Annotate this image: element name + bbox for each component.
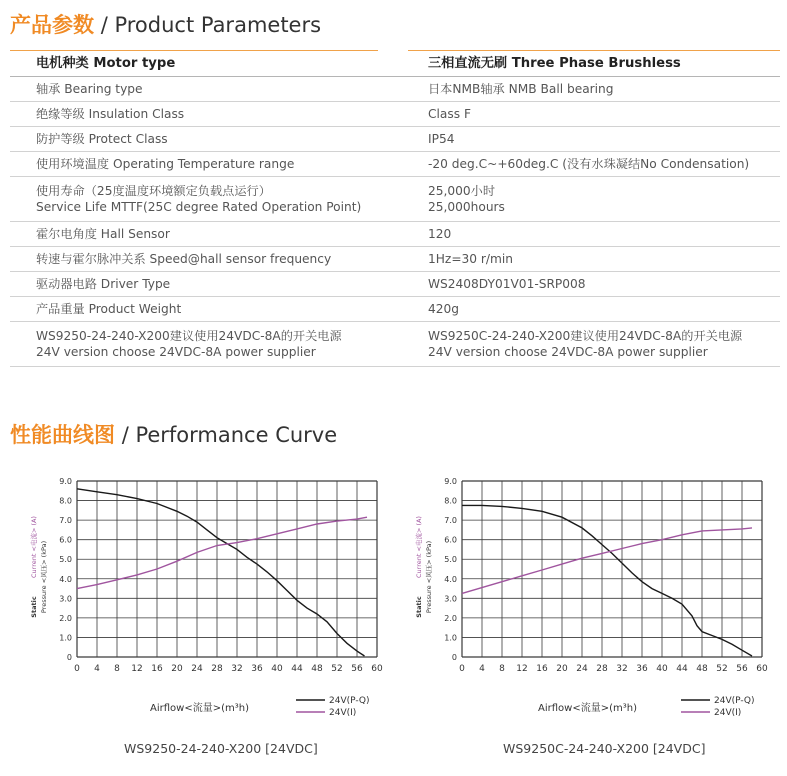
y-tick-label: 8.0 xyxy=(444,496,457,506)
params-title-cn: 产品参数 xyxy=(10,13,94,37)
x-tick-label: 20 xyxy=(171,664,183,674)
chart-caption-ws9250c: WS9250C-24-240-X200 [24VDC] xyxy=(503,741,706,756)
x-tick-label: 32 xyxy=(231,664,243,674)
table-row xyxy=(10,152,780,177)
y-tick-label: 5.0 xyxy=(444,555,457,565)
y-tick-label: 9.0 xyxy=(444,477,457,486)
x-tick-label: 0 xyxy=(459,664,465,674)
curve-section-title xyxy=(10,422,337,448)
x-tick-label: 48 xyxy=(311,664,323,674)
x-tick-label: 16 xyxy=(536,664,548,674)
param-value-line: 24V version choose 24VDC-8A power supplier xyxy=(428,345,708,359)
x-tick-label: 12 xyxy=(131,664,143,674)
param-name-line: 24V version choose 24VDC-8A power supplier xyxy=(36,345,316,359)
param-name-line: 使用寿命（25度温度环境额定负载点运行） xyxy=(36,184,271,198)
param-value-line: 420g xyxy=(428,302,459,316)
param-value-line: Class F xyxy=(428,107,471,121)
chart-caption-ws9250: WS9250-24-240-X200 [24VDC] xyxy=(124,741,318,756)
param-value-cell xyxy=(404,272,780,297)
x-tick-label: 12 xyxy=(516,664,528,674)
y-tick-label: 2.0 xyxy=(59,613,72,623)
param-name-cell xyxy=(10,222,404,247)
param-value-line: IP54 xyxy=(428,132,455,146)
param-name-line: 霍尔电角度 Hall Sensor xyxy=(36,227,170,241)
param-name-line: 产品重量 Product Weight xyxy=(36,302,182,316)
y-tick-label: 5.0 xyxy=(59,555,72,565)
x-tick-label: 60 xyxy=(371,664,383,674)
y-tick-label: 0 xyxy=(66,653,72,662)
param-name-cell xyxy=(10,272,404,297)
param-value-line: -20 deg.C~+60deg.C (没有水珠凝结No Condensation) xyxy=(428,157,750,171)
y-tick-label: 7.0 xyxy=(444,516,457,526)
legend-label: 24V(P-Q) xyxy=(714,696,755,706)
x-tick-label: 16 xyxy=(151,664,163,674)
param-name-cell xyxy=(10,102,404,127)
table-row xyxy=(10,272,780,297)
param-name-line: 绝缘等级 Insulation Class xyxy=(36,107,185,121)
x-tick-label: 48 xyxy=(696,664,708,674)
x-tick-label: 24 xyxy=(191,664,203,674)
param-name-cell xyxy=(10,297,404,322)
params-section-title xyxy=(10,12,321,38)
param-value-cell xyxy=(404,322,780,367)
table-row xyxy=(10,102,780,127)
params-table-body xyxy=(10,51,780,367)
x-axis-label: Airflow<流量>(m³h) xyxy=(538,703,637,714)
param-value-line: WS2408DY01V01-SRP008 xyxy=(428,277,586,291)
param-value-line: 1Hz=30 r/min xyxy=(428,252,514,266)
curve-title-cn: 性能曲线图 xyxy=(10,423,115,447)
x-tick-label: 52 xyxy=(331,664,343,674)
param-name-line: 驱动器电路 Driver Type xyxy=(36,277,171,291)
table-row xyxy=(10,222,780,247)
table-row xyxy=(10,297,780,322)
x-tick-label: 40 xyxy=(656,664,668,674)
performance-chart-ws9250 xyxy=(20,470,390,732)
y-tick-label: 0 xyxy=(451,653,457,662)
param-value-line: 25,000小时 xyxy=(428,184,496,198)
x-tick-label: 8 xyxy=(114,664,120,674)
param-name-line: 转速与霍尔脉冲关系 Speed@hall sensor frequency xyxy=(36,252,332,266)
param-name-line: 防护等级 Protect Class xyxy=(36,132,168,146)
x-axis-label: Airflow<流量>(m³h) xyxy=(150,703,249,714)
y-tick-label: 1.0 xyxy=(444,633,457,643)
param-name-line: Service Life MTTF(25C degree Rated Operation Point) xyxy=(36,200,362,214)
series-line-pq xyxy=(77,489,365,656)
x-tick-label: 0 xyxy=(74,664,80,674)
x-tick-label: 28 xyxy=(596,664,608,674)
x-tick-label: 56 xyxy=(351,664,363,674)
table-header-row xyxy=(10,51,780,77)
x-tick-label: 4 xyxy=(479,664,485,674)
param-value-cell xyxy=(404,297,780,322)
y-tick-label: 6.0 xyxy=(59,535,72,545)
table-row xyxy=(10,322,780,367)
param-name-cell xyxy=(10,247,404,272)
y-axis-label-pressure: Pressure <风压> (kPa) xyxy=(425,540,433,614)
y-tick-label: 8.0 xyxy=(59,496,72,506)
param-value-line: WS9250C-24-240-X200建议使用24VDC-8A的开关电源 xyxy=(428,329,743,343)
param-name-line: 使用环境温度 Operating Temperature range xyxy=(36,157,295,171)
x-tick-label: 44 xyxy=(676,664,688,674)
params-title-en: / Product Parameters xyxy=(100,13,322,37)
y-tick-label: 7.0 xyxy=(59,516,72,526)
param-value-cell xyxy=(404,152,780,177)
performance-chart-ws9250c xyxy=(405,470,775,732)
param-value-cell xyxy=(404,222,780,247)
param-value-cell xyxy=(404,102,780,127)
header-motor-value: 三相直流无刷 Three Phase Brushless xyxy=(404,51,780,77)
y-tick-label: 3.0 xyxy=(59,594,72,604)
y-axis-label-current: Current <电流> (A) xyxy=(30,516,38,578)
y-axis-label-current: Current <电流> (A) xyxy=(415,516,423,578)
table-row xyxy=(10,77,780,102)
header-motor-type: 电机种类 Motor type xyxy=(10,51,404,77)
param-name-cell xyxy=(10,77,404,102)
y-tick-label: 9.0 xyxy=(59,477,72,486)
x-tick-label: 56 xyxy=(736,664,748,674)
y-axis-label-pressure: Pressure <风压> (kPa) xyxy=(40,540,48,614)
y-tick-label: 2.0 xyxy=(444,613,457,623)
x-tick-label: 60 xyxy=(756,664,768,674)
y-axis-label-static: Static xyxy=(30,596,38,618)
y-tick-label: 1.0 xyxy=(59,633,72,643)
param-name-cell xyxy=(10,322,404,367)
table-row xyxy=(10,127,780,152)
param-value-line: 日本NMB轴承 NMB Ball bearing xyxy=(428,82,614,96)
x-tick-label: 40 xyxy=(271,664,283,674)
curve-title-en: / Performance Curve xyxy=(121,423,338,447)
x-tick-label: 28 xyxy=(211,664,223,674)
param-name-line: 轴承 Bearing type xyxy=(36,82,143,96)
param-value-cell xyxy=(404,127,780,152)
table-row xyxy=(10,247,780,272)
legend-label: 24V(P-Q) xyxy=(329,696,370,706)
x-tick-label: 44 xyxy=(291,664,303,674)
y-axis-label-static: Static xyxy=(415,596,423,618)
y-tick-label: 4.0 xyxy=(444,574,457,584)
y-tick-label: 4.0 xyxy=(59,574,72,584)
x-tick-label: 20 xyxy=(556,664,568,674)
x-tick-label: 8 xyxy=(499,664,505,674)
param-value-cell xyxy=(404,177,780,222)
series-line-current xyxy=(462,528,752,594)
x-tick-label: 36 xyxy=(636,664,648,674)
x-tick-label: 52 xyxy=(716,664,728,674)
product-parameters-table xyxy=(10,51,780,367)
param-value-cell xyxy=(404,247,780,272)
x-tick-label: 4 xyxy=(94,664,100,674)
param-name-cell xyxy=(10,177,404,222)
series-line-current xyxy=(77,517,367,588)
y-tick-label: 3.0 xyxy=(444,594,457,604)
param-value-line: 25,000hours xyxy=(428,200,505,214)
param-value-cell xyxy=(404,77,780,102)
x-tick-label: 24 xyxy=(576,664,588,674)
param-name-cell xyxy=(10,127,404,152)
x-tick-label: 32 xyxy=(616,664,628,674)
param-name-line: WS9250-24-240-X200建议使用24VDC-8A的开关电源 xyxy=(36,329,342,343)
y-tick-label: 6.0 xyxy=(444,535,457,545)
table-row xyxy=(10,177,780,222)
param-value-line: 120 xyxy=(428,227,452,241)
legend-label: 24V(I) xyxy=(329,708,357,718)
legend-label: 24V(I) xyxy=(714,708,742,718)
x-tick-label: 36 xyxy=(251,664,263,674)
param-name-cell xyxy=(10,152,404,177)
